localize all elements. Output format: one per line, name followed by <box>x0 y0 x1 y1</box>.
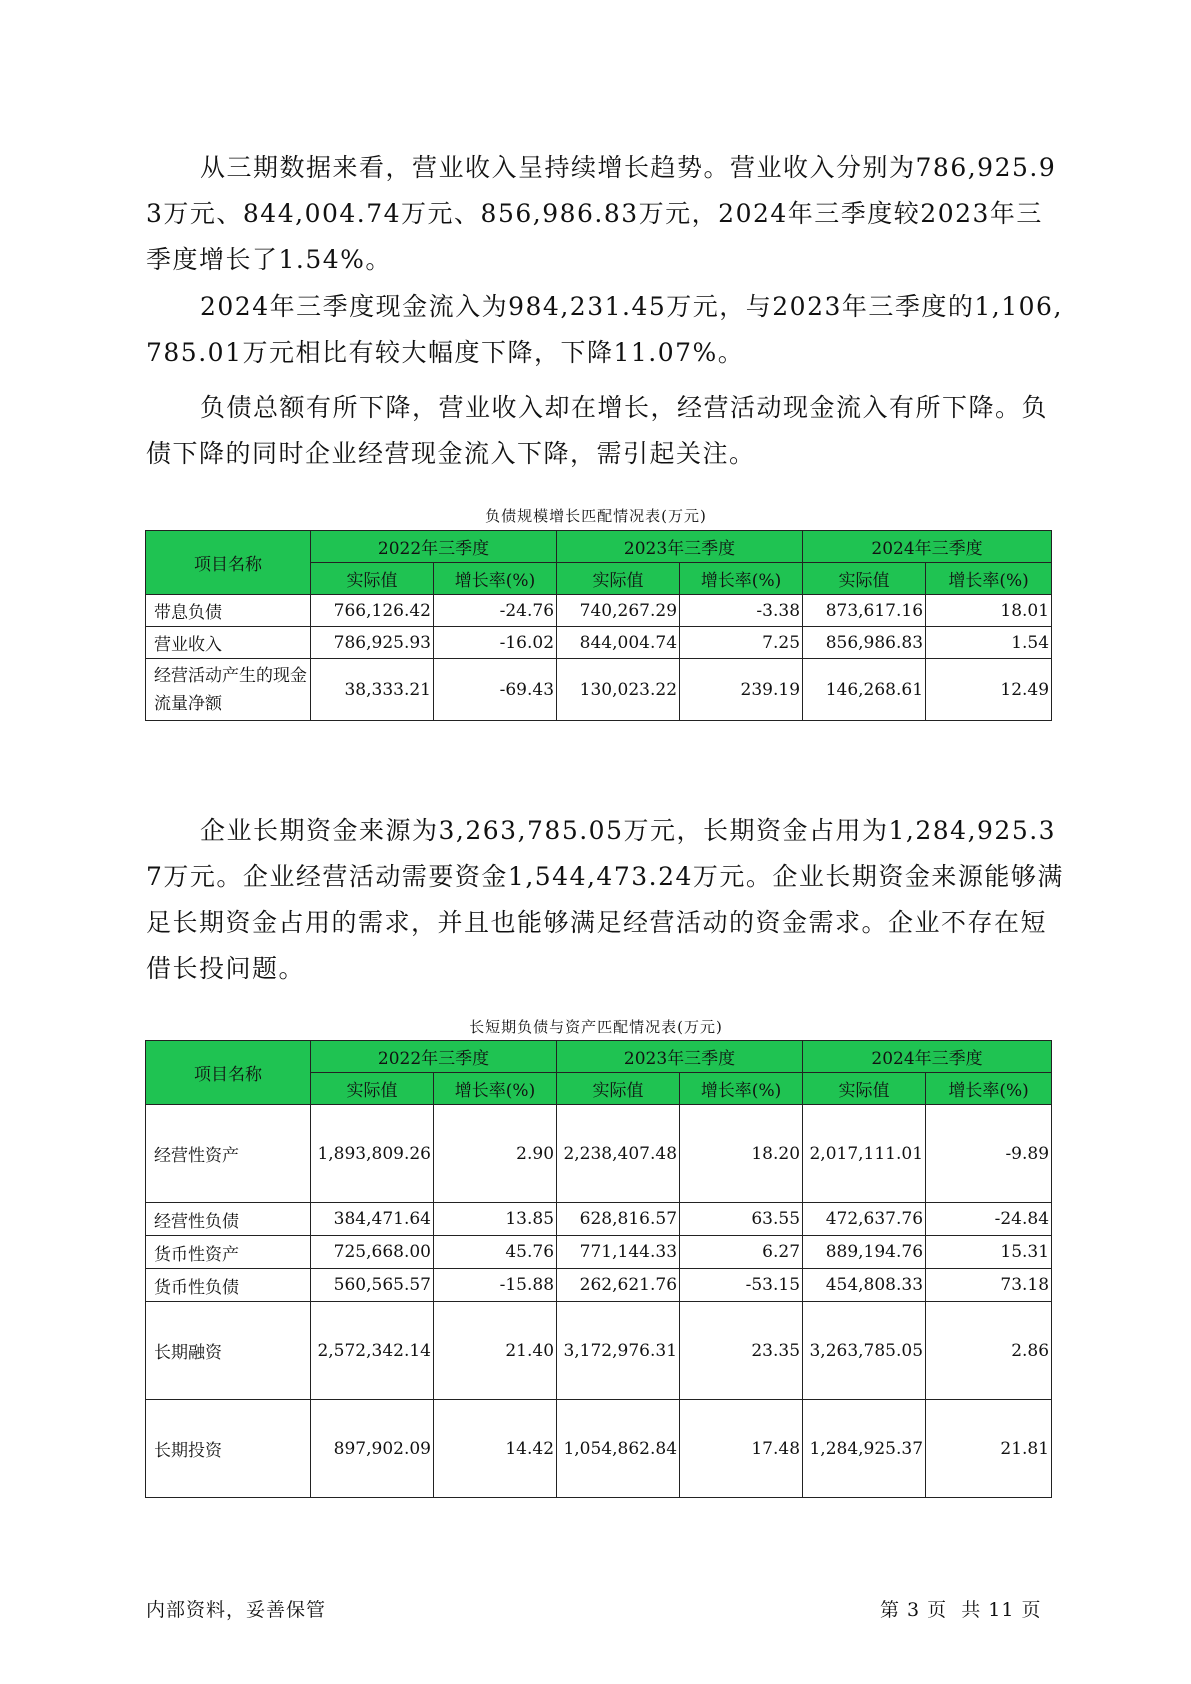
header-period-2024: 2024年三季度 <box>803 531 1052 563</box>
cell-value: 1,054,862.84 <box>557 1400 680 1498</box>
cell-value: 13.85 <box>434 1203 557 1236</box>
row-name: 长期融资 <box>146 1302 311 1400</box>
cell-value: 6.27 <box>680 1236 803 1269</box>
cell-value: 2.86 <box>926 1302 1052 1400</box>
cell-value: -69.43 <box>434 659 557 721</box>
table-row <box>146 1400 1052 1498</box>
cell-value: 2,017,111.01 <box>803 1105 926 1203</box>
cell-value: 1,284,925.37 <box>803 1400 926 1498</box>
header-actual: 实际值 <box>311 1073 434 1105</box>
cell-value: 628,816.57 <box>557 1203 680 1236</box>
header-actual: 实际值 <box>803 1073 926 1105</box>
cell-value: 23.35 <box>680 1302 803 1400</box>
row-name: 货币性资产 <box>146 1236 311 1269</box>
table-row <box>146 1269 1052 1302</box>
cell-value: 130,023.22 <box>557 659 680 721</box>
cell-value: 766,126.42 <box>311 595 434 627</box>
header-growth: 增长率(%) <box>680 1073 803 1105</box>
cell-value: -3.38 <box>680 595 803 627</box>
cell-value: 73.18 <box>926 1269 1052 1302</box>
header-actual: 实际值 <box>803 563 926 595</box>
cell-value: 472,637.76 <box>803 1203 926 1236</box>
table-row <box>146 659 1052 721</box>
header-period-2023: 2023年三季度 <box>557 531 803 563</box>
cell-value: 7.25 <box>680 627 803 659</box>
header-period-2022: 2022年三季度 <box>311 1041 557 1073</box>
cell-value: 3,172,976.31 <box>557 1302 680 1400</box>
cell-value: 239.19 <box>680 659 803 721</box>
table-row <box>146 1105 1052 1203</box>
cell-value: -16.02 <box>434 627 557 659</box>
cell-value: -24.76 <box>434 595 557 627</box>
header-growth: 增长率(%) <box>434 1073 557 1105</box>
cell-value: 844,004.74 <box>557 627 680 659</box>
cell-value: 3,263,785.05 <box>803 1302 926 1400</box>
cell-value: 1.54 <box>926 627 1052 659</box>
cell-value: 889,194.76 <box>803 1236 926 1269</box>
cell-value: 12.49 <box>926 659 1052 721</box>
cell-value: 2.90 <box>434 1105 557 1203</box>
header-period-2022: 2022年三季度 <box>311 531 557 563</box>
table-row <box>146 1302 1052 1400</box>
cell-value: 740,267.29 <box>557 595 680 627</box>
table1-caption: 负债规模增长匹配情况表(万元) <box>485 507 707 525</box>
cell-value: 63.55 <box>680 1203 803 1236</box>
cell-value: 18.01 <box>926 595 1052 627</box>
table-row <box>146 627 1052 659</box>
cell-value: 897,902.09 <box>311 1400 434 1498</box>
cell-value: 384,471.64 <box>311 1203 434 1236</box>
cell-value: 873,617.16 <box>803 595 926 627</box>
header-actual: 实际值 <box>557 563 680 595</box>
cell-value: 725,668.00 <box>311 1236 434 1269</box>
row-name: 带息负债 <box>146 595 311 627</box>
cell-value: 2,238,407.48 <box>557 1105 680 1203</box>
cell-value: 262,621.76 <box>557 1269 680 1302</box>
cell-value: -15.88 <box>434 1269 557 1302</box>
table-row <box>146 1236 1052 1269</box>
cell-value: 17.48 <box>680 1400 803 1498</box>
cell-value: 856,986.83 <box>803 627 926 659</box>
header-actual: 实际值 <box>311 563 434 595</box>
header-growth: 增长率(%) <box>926 563 1052 595</box>
cell-value: 38,333.21 <box>311 659 434 721</box>
table-row <box>146 1203 1052 1236</box>
header-growth: 增长率(%) <box>926 1073 1052 1105</box>
cell-value: 21.81 <box>926 1400 1052 1498</box>
row-name: 长期投资 <box>146 1400 311 1498</box>
header-growth: 增长率(%) <box>680 563 803 595</box>
cell-value: 560,565.57 <box>311 1269 434 1302</box>
cell-value: 15.31 <box>926 1236 1052 1269</box>
cell-value: 454,808.33 <box>803 1269 926 1302</box>
cell-value: 2,572,342.14 <box>311 1302 434 1400</box>
debt-growth-table <box>145 530 1052 721</box>
cell-value: 21.40 <box>434 1302 557 1400</box>
cell-value: 18.20 <box>680 1105 803 1203</box>
cell-value: 1,893,809.26 <box>311 1105 434 1203</box>
paragraph-long-term-funds: 企业长期资金来源为3,263,785.05万元，长期资金占用为1,284,925.37万元。企业经营活动需要资金1,544,473.24万元。企业长期资金来源能够满足长期资金占用的需求，并且也能够满足经营活动的资金需求。企业不存在短借长投问题。 <box>146 816 1064 983</box>
cell-value: -53.15 <box>680 1269 803 1302</box>
paragraph-cashflow: 2024年三季度现金流入为984,231.45万元，与2023年三季度的1,106,785.01万元相比有较大幅度下降，下降11.07%。 <box>146 292 1063 367</box>
header-actual: 实际值 <box>557 1073 680 1105</box>
table2-caption: 长短期负债与资产匹配情况表(万元) <box>469 1018 723 1036</box>
header-period-2024: 2024年三季度 <box>803 1041 1052 1073</box>
header-item-name: 项目名称 <box>146 531 311 595</box>
footer-page-number: 第 3 页 共 11 页 <box>880 1599 1042 1621</box>
cell-value: 14.42 <box>434 1400 557 1498</box>
row-name: 货币性负债 <box>146 1269 311 1302</box>
row-name: 营业收入 <box>146 627 311 659</box>
cell-value: -24.84 <box>926 1203 1052 1236</box>
asset-liability-match-table <box>145 1040 1052 1498</box>
cell-value: 786,925.93 <box>311 627 434 659</box>
row-name: 经营性负债 <box>146 1203 311 1236</box>
cell-value: 45.76 <box>434 1236 557 1269</box>
table-row <box>146 595 1052 627</box>
row-name: 经营活动产生的现金流量净额 <box>146 659 311 721</box>
header-growth: 增长率(%) <box>434 563 557 595</box>
cell-value: 146,268.61 <box>803 659 926 721</box>
paragraph-liabilities: 负债总额有所下降，营业收入却在增长，经营活动现金流入有所下降。负债下降的同时企业经营现金流入下降，需引起关注。 <box>146 393 1049 468</box>
header-item-name: 项目名称 <box>146 1041 311 1105</box>
row-name: 经营性资产 <box>146 1105 311 1203</box>
footer-confidential-note: 内部资料，妥善保管 <box>146 1599 327 1621</box>
cell-value: -9.89 <box>926 1105 1052 1203</box>
paragraph-revenue: 从三期数据来看，营业收入呈持续增长趋势。营业收入分别为786,925.93万元、844,004.74万元、856,986.83万元，2024年三季度较2023年三季度增长了1.54%。 <box>146 153 1057 274</box>
cell-value: 771,144.33 <box>557 1236 680 1269</box>
header-period-2023: 2023年三季度 <box>557 1041 803 1073</box>
